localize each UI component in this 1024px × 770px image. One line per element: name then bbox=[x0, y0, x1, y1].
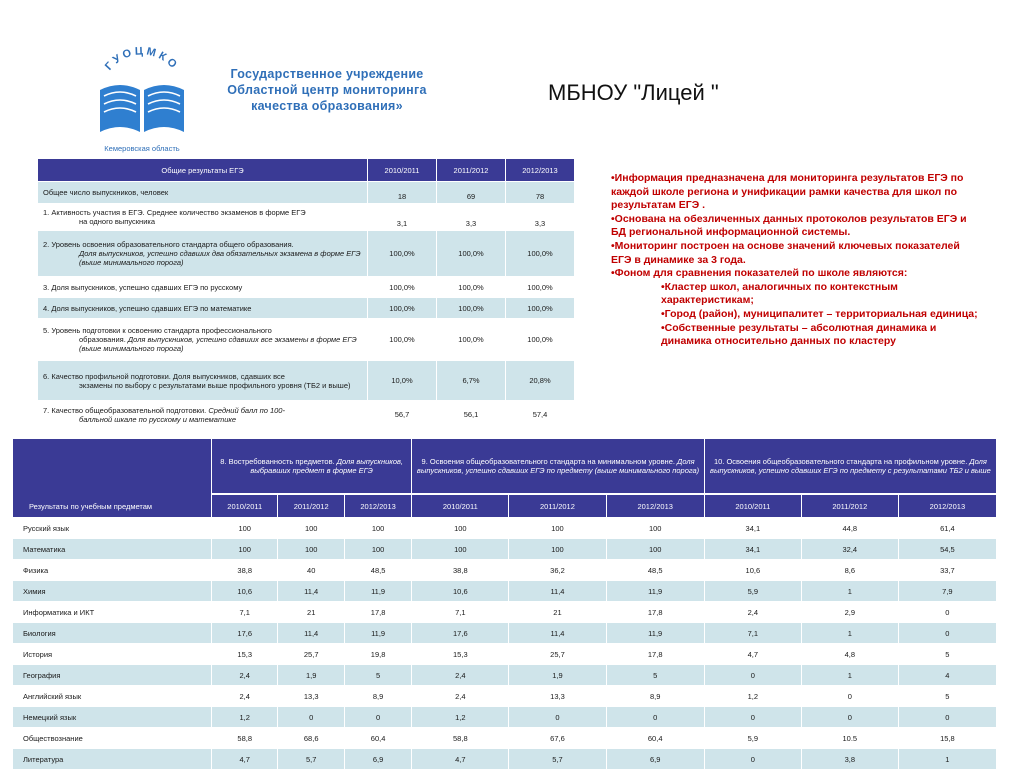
cell: 5 bbox=[898, 644, 996, 665]
cell: 1,9 bbox=[278, 665, 344, 686]
year-header: 2012/2013 bbox=[606, 494, 704, 518]
cell: 1,2 bbox=[412, 707, 509, 728]
cell: 11,9 bbox=[344, 581, 411, 602]
column-header: 2011/2012 bbox=[437, 159, 506, 182]
table-header-row bbox=[38, 159, 575, 182]
cell: 2,4 bbox=[412, 686, 509, 707]
cell: 100,0% bbox=[437, 277, 506, 298]
table-row bbox=[13, 707, 997, 728]
cell: 0 bbox=[278, 707, 344, 728]
group-header-row bbox=[13, 439, 997, 495]
info-item: •Основана на обезличенных данных протоколов результатов ЕГЭ и БД региональной информационной системы. bbox=[611, 212, 967, 239]
cell: 1 bbox=[801, 581, 898, 602]
info-subitem: •Город (район), муниципалитет – территориальная единица; bbox=[661, 307, 978, 320]
cell: 18 bbox=[368, 182, 437, 204]
table-row bbox=[13, 581, 997, 602]
table-row bbox=[13, 602, 997, 623]
subject-name: Биология bbox=[13, 623, 212, 644]
cell: 48,5 bbox=[344, 560, 411, 581]
cell: 21 bbox=[509, 602, 606, 623]
table-row bbox=[13, 665, 997, 686]
cell: 6,9 bbox=[606, 749, 704, 770]
cell: 58,8 bbox=[412, 728, 509, 749]
cell: 0 bbox=[898, 623, 996, 644]
cell: 100 bbox=[278, 539, 344, 560]
cell: 0 bbox=[606, 707, 704, 728]
group-header-minimum: 9. Освоения общеобразовательного стандарта на минимальном уровне. Доля выпускников, успешно сдавших ЕГЭ по предмету (выше минимального порога) bbox=[412, 439, 705, 495]
table-row bbox=[13, 728, 997, 749]
year-header: 2011/2012 bbox=[801, 494, 898, 518]
cell: 33,7 bbox=[898, 560, 996, 581]
cell: 100 bbox=[212, 539, 278, 560]
cell: 60,4 bbox=[344, 728, 411, 749]
subject-rows bbox=[13, 518, 997, 770]
subject-name: Информатика и ИКТ bbox=[13, 602, 212, 623]
cell: 17,8 bbox=[606, 602, 704, 623]
cell: 100 bbox=[412, 539, 509, 560]
table-row bbox=[13, 644, 997, 665]
cell: 17,8 bbox=[606, 644, 704, 665]
cell: 4,7 bbox=[412, 749, 509, 770]
cell: 10,6 bbox=[412, 581, 509, 602]
subject-results-table bbox=[12, 438, 997, 770]
cell: 17,6 bbox=[412, 623, 509, 644]
cell: 15,8 bbox=[898, 728, 996, 749]
info-item: •Мониторинг построен на основе значений ключевых показателей ЕГЭ в динамике за 3 года. bbox=[611, 239, 960, 266]
cell: 2,4 bbox=[412, 665, 509, 686]
year-header: 2010/2011 bbox=[412, 494, 509, 518]
row-label: 5. Уровень подготовки к освоению стандарта профессионального образования. Доля выпускников, успешно сдавших все экзамены в форме ЕГЭ (выше минимального порога) bbox=[38, 319, 368, 361]
cell: 8,6 bbox=[801, 560, 898, 581]
cell: 10,0% bbox=[368, 361, 437, 401]
org-line: Областной центр мониторинга bbox=[227, 83, 427, 97]
table-row bbox=[38, 361, 575, 401]
cell: 56,1 bbox=[437, 401, 506, 429]
cell: 7,1 bbox=[412, 602, 509, 623]
cell: 0 bbox=[704, 665, 801, 686]
cell: 7,1 bbox=[212, 602, 278, 623]
cell: 100 bbox=[212, 518, 278, 539]
cell: 67,6 bbox=[509, 728, 606, 749]
subject-name: Русский язык bbox=[13, 518, 212, 539]
cell: 5 bbox=[344, 665, 411, 686]
group-header-profile: 10. Освоения общеобразовательного стандарта на профильном уровне. Доля выпускников, успешно сдавших ЕГЭ по предмету с результатами ТБ2 и выше bbox=[704, 439, 996, 495]
cell: 11,4 bbox=[509, 581, 606, 602]
cell: 17,8 bbox=[344, 602, 411, 623]
book-logo-icon bbox=[92, 40, 192, 155]
cell: 11,9 bbox=[606, 581, 704, 602]
cell: 100,0% bbox=[437, 298, 506, 319]
table-row bbox=[13, 623, 997, 644]
cell: 4,7 bbox=[212, 749, 278, 770]
cell: 5,7 bbox=[509, 749, 606, 770]
info-notes bbox=[611, 172, 981, 349]
cell: 100,0% bbox=[437, 319, 506, 361]
cell: 11,9 bbox=[606, 623, 704, 644]
cell: 15,3 bbox=[212, 644, 278, 665]
column-header: Общие результаты ЕГЭ bbox=[38, 159, 368, 182]
cell: 5 bbox=[898, 686, 996, 707]
cell: 0 bbox=[898, 707, 996, 728]
year-header: 2012/2013 bbox=[898, 494, 996, 518]
cell: 17,6 bbox=[212, 623, 278, 644]
table-row bbox=[13, 518, 997, 539]
cell: 40 bbox=[278, 560, 344, 581]
cell: 36,2 bbox=[509, 560, 606, 581]
cell: 32,4 bbox=[801, 539, 898, 560]
cell: 44,8 bbox=[801, 518, 898, 539]
cell: 100,0% bbox=[368, 319, 437, 361]
cell: 0 bbox=[801, 686, 898, 707]
cell: 34,1 bbox=[704, 518, 801, 539]
cell: 2,9 bbox=[801, 602, 898, 623]
column-header: 2010/2011 bbox=[368, 159, 437, 182]
cell: 10,6 bbox=[704, 560, 801, 581]
table-row bbox=[13, 560, 997, 581]
group-header-demand: 8. Востребованность предметов. Доля выпускников, выбравших предмет в форме ЕГЭ bbox=[212, 439, 412, 495]
cell: 69 bbox=[437, 182, 506, 204]
cell: 8,9 bbox=[344, 686, 411, 707]
org-line: качества образования» bbox=[251, 99, 403, 113]
cell: 5,9 bbox=[704, 581, 801, 602]
cell: 1,2 bbox=[212, 707, 278, 728]
cell: 1 bbox=[801, 665, 898, 686]
cell: 0 bbox=[898, 602, 996, 623]
cell: 100 bbox=[509, 539, 606, 560]
cell: 100,0% bbox=[368, 231, 437, 277]
year-header: 2011/2012 bbox=[509, 494, 606, 518]
cell: 5,9 bbox=[704, 728, 801, 749]
cell: 100 bbox=[606, 539, 704, 560]
table-row bbox=[38, 401, 575, 429]
cell: 21 bbox=[278, 602, 344, 623]
year-header: 2010/2011 bbox=[704, 494, 801, 518]
cell: 13,3 bbox=[509, 686, 606, 707]
page-title: МБНОУ "Лицей " bbox=[548, 80, 719, 105]
cell: 34,1 bbox=[704, 539, 801, 560]
cell: 6,7% bbox=[437, 361, 506, 401]
subject-name: География bbox=[13, 665, 212, 686]
info-item: •Информация предназначена для мониторинга результатов ЕГЭ по каждой школе региона и унификации рамки качества для школ по результатам ЕГЭ . bbox=[611, 172, 964, 212]
cell: 100,0% bbox=[506, 277, 575, 298]
info-subitem: •Собственные результаты – абсолютная динамика и динамика относительно данных по кластеру bbox=[661, 321, 937, 348]
cell: 11,4 bbox=[509, 623, 606, 644]
table-row bbox=[13, 686, 997, 707]
logo-text: ГУОЦМКО bbox=[102, 45, 182, 73]
cell: 10.5 bbox=[801, 728, 898, 749]
subject-name: История bbox=[13, 644, 212, 665]
cell: 68,6 bbox=[278, 728, 344, 749]
cell: 0 bbox=[344, 707, 411, 728]
cell: 3,3 bbox=[437, 204, 506, 231]
cell: 2,4 bbox=[704, 602, 801, 623]
cell: 2,4 bbox=[212, 665, 278, 686]
cell: 7,9 bbox=[898, 581, 996, 602]
table-row bbox=[38, 298, 575, 319]
cell: 19,8 bbox=[344, 644, 411, 665]
subject-name: Обществознание bbox=[13, 728, 212, 749]
cell: 1 bbox=[898, 749, 996, 770]
row-label: 2. Уровень освоения образовательного стандарта общего образования. Доля выпускников, успешно сдавших два обязательных экзамена в форме ЕГЭ (выше минимального порога) bbox=[38, 231, 368, 277]
region-label: Кемеровская область bbox=[104, 144, 180, 153]
row-label: 4. Доля выпускников, успешно сдавших ЕГЭ по математике bbox=[38, 298, 368, 319]
table-row bbox=[13, 749, 997, 770]
cell: 25,7 bbox=[278, 644, 344, 665]
svg-text:ГУОЦМКО bbox=[103, 45, 181, 72]
info-item: •Фоном для сравнения показателей по школе являются: bbox=[611, 267, 908, 280]
cell: 100,0% bbox=[437, 231, 506, 277]
cell: 5,7 bbox=[278, 749, 344, 770]
subject-name: Физика bbox=[13, 560, 212, 581]
cell: 6,9 bbox=[344, 749, 411, 770]
subject-name: Химия bbox=[13, 581, 212, 602]
table-row bbox=[38, 231, 575, 277]
cell: 1 bbox=[801, 623, 898, 644]
cell: 100,0% bbox=[506, 298, 575, 319]
table-row bbox=[38, 277, 575, 298]
cell: 60,4 bbox=[606, 728, 704, 749]
cell: 54,5 bbox=[898, 539, 996, 560]
subject-name: Английский язык bbox=[13, 686, 212, 707]
cell: 48,5 bbox=[606, 560, 704, 581]
cell: 20,8% bbox=[506, 361, 575, 401]
cell: 0 bbox=[801, 707, 898, 728]
cell: 57,4 bbox=[506, 401, 575, 429]
cell: 4,7 bbox=[704, 644, 801, 665]
cell: 5 bbox=[606, 665, 704, 686]
cell: 78 bbox=[506, 182, 575, 204]
cell: 0 bbox=[509, 707, 606, 728]
year-header: 2011/2012 bbox=[278, 494, 344, 518]
row-label: 3. Доля выпускников, успешно сдавших ЕГЭ по русскому bbox=[38, 277, 368, 298]
cell: 4,8 bbox=[801, 644, 898, 665]
cell: 61,4 bbox=[898, 518, 996, 539]
table-row bbox=[38, 182, 575, 204]
cell: 3,8 bbox=[801, 749, 898, 770]
cell: 100 bbox=[344, 518, 411, 539]
table-row bbox=[38, 204, 575, 231]
organization-name bbox=[207, 66, 447, 114]
cell: 100 bbox=[344, 539, 411, 560]
org-line: Государственное учреждение bbox=[230, 67, 424, 81]
subject-name: Немецкий язык bbox=[13, 707, 212, 728]
row-label: 6. Качество профильной подготовки. Доля выпускников, сдавших все экзамены по выбору с результатами выше профильного уровня (ТБ2 и выше) bbox=[38, 361, 368, 401]
cell: 11,4 bbox=[278, 581, 344, 602]
subject-name: Математика bbox=[13, 539, 212, 560]
cell: 7,1 bbox=[704, 623, 801, 644]
subject-name: Литература bbox=[13, 749, 212, 770]
info-subitem: •Кластер школ, аналогичных по контекстным характеристикам; bbox=[661, 280, 898, 307]
cell: 100,0% bbox=[368, 298, 437, 319]
cell: 11,4 bbox=[278, 623, 344, 644]
cell: 0 bbox=[704, 707, 801, 728]
cell: 13,3 bbox=[278, 686, 344, 707]
general-results-table bbox=[37, 158, 575, 429]
cell: 100 bbox=[412, 518, 509, 539]
cell: 1,9 bbox=[509, 665, 606, 686]
table-row bbox=[38, 319, 575, 361]
cell: 100,0% bbox=[368, 277, 437, 298]
cell: 56,7 bbox=[368, 401, 437, 429]
cell: 3,1 bbox=[368, 204, 437, 231]
cell: 4 bbox=[898, 665, 996, 686]
logo bbox=[92, 40, 192, 155]
cell: 10,6 bbox=[212, 581, 278, 602]
cell: 38,8 bbox=[412, 560, 509, 581]
cell: 2,4 bbox=[212, 686, 278, 707]
cell: 0 bbox=[704, 749, 801, 770]
cell: 100,0% bbox=[506, 231, 575, 277]
cell: 11,9 bbox=[344, 623, 411, 644]
cell: 100 bbox=[606, 518, 704, 539]
row-label: 1. Активность участия в ЕГЭ. Среднее количество экзаменов в форме ЕГЭ на одного выпускника bbox=[38, 204, 368, 231]
cell: 15,3 bbox=[412, 644, 509, 665]
column-header: 2012/2013 bbox=[506, 159, 575, 182]
year-header: 2010/2011 bbox=[212, 494, 278, 518]
row-label: 7. Качество общеобразовательной подготовки. Средний балл по 100- балльной шкале по русскому и математике bbox=[38, 401, 368, 429]
table-row bbox=[13, 539, 997, 560]
subject-column-header: Результаты по учебным предметам bbox=[13, 439, 212, 518]
cell: 8,9 bbox=[606, 686, 704, 707]
cell: 100,0% bbox=[506, 319, 575, 361]
cell: 25,7 bbox=[509, 644, 606, 665]
row-label: Общее число выпускников, человек bbox=[38, 182, 368, 204]
year-header: 2012/2013 bbox=[344, 494, 411, 518]
cell: 3,3 bbox=[506, 204, 575, 231]
cell: 58,8 bbox=[212, 728, 278, 749]
cell: 38,8 bbox=[212, 560, 278, 581]
cell: 100 bbox=[509, 518, 606, 539]
cell: 1,2 bbox=[704, 686, 801, 707]
cell: 100 bbox=[278, 518, 344, 539]
